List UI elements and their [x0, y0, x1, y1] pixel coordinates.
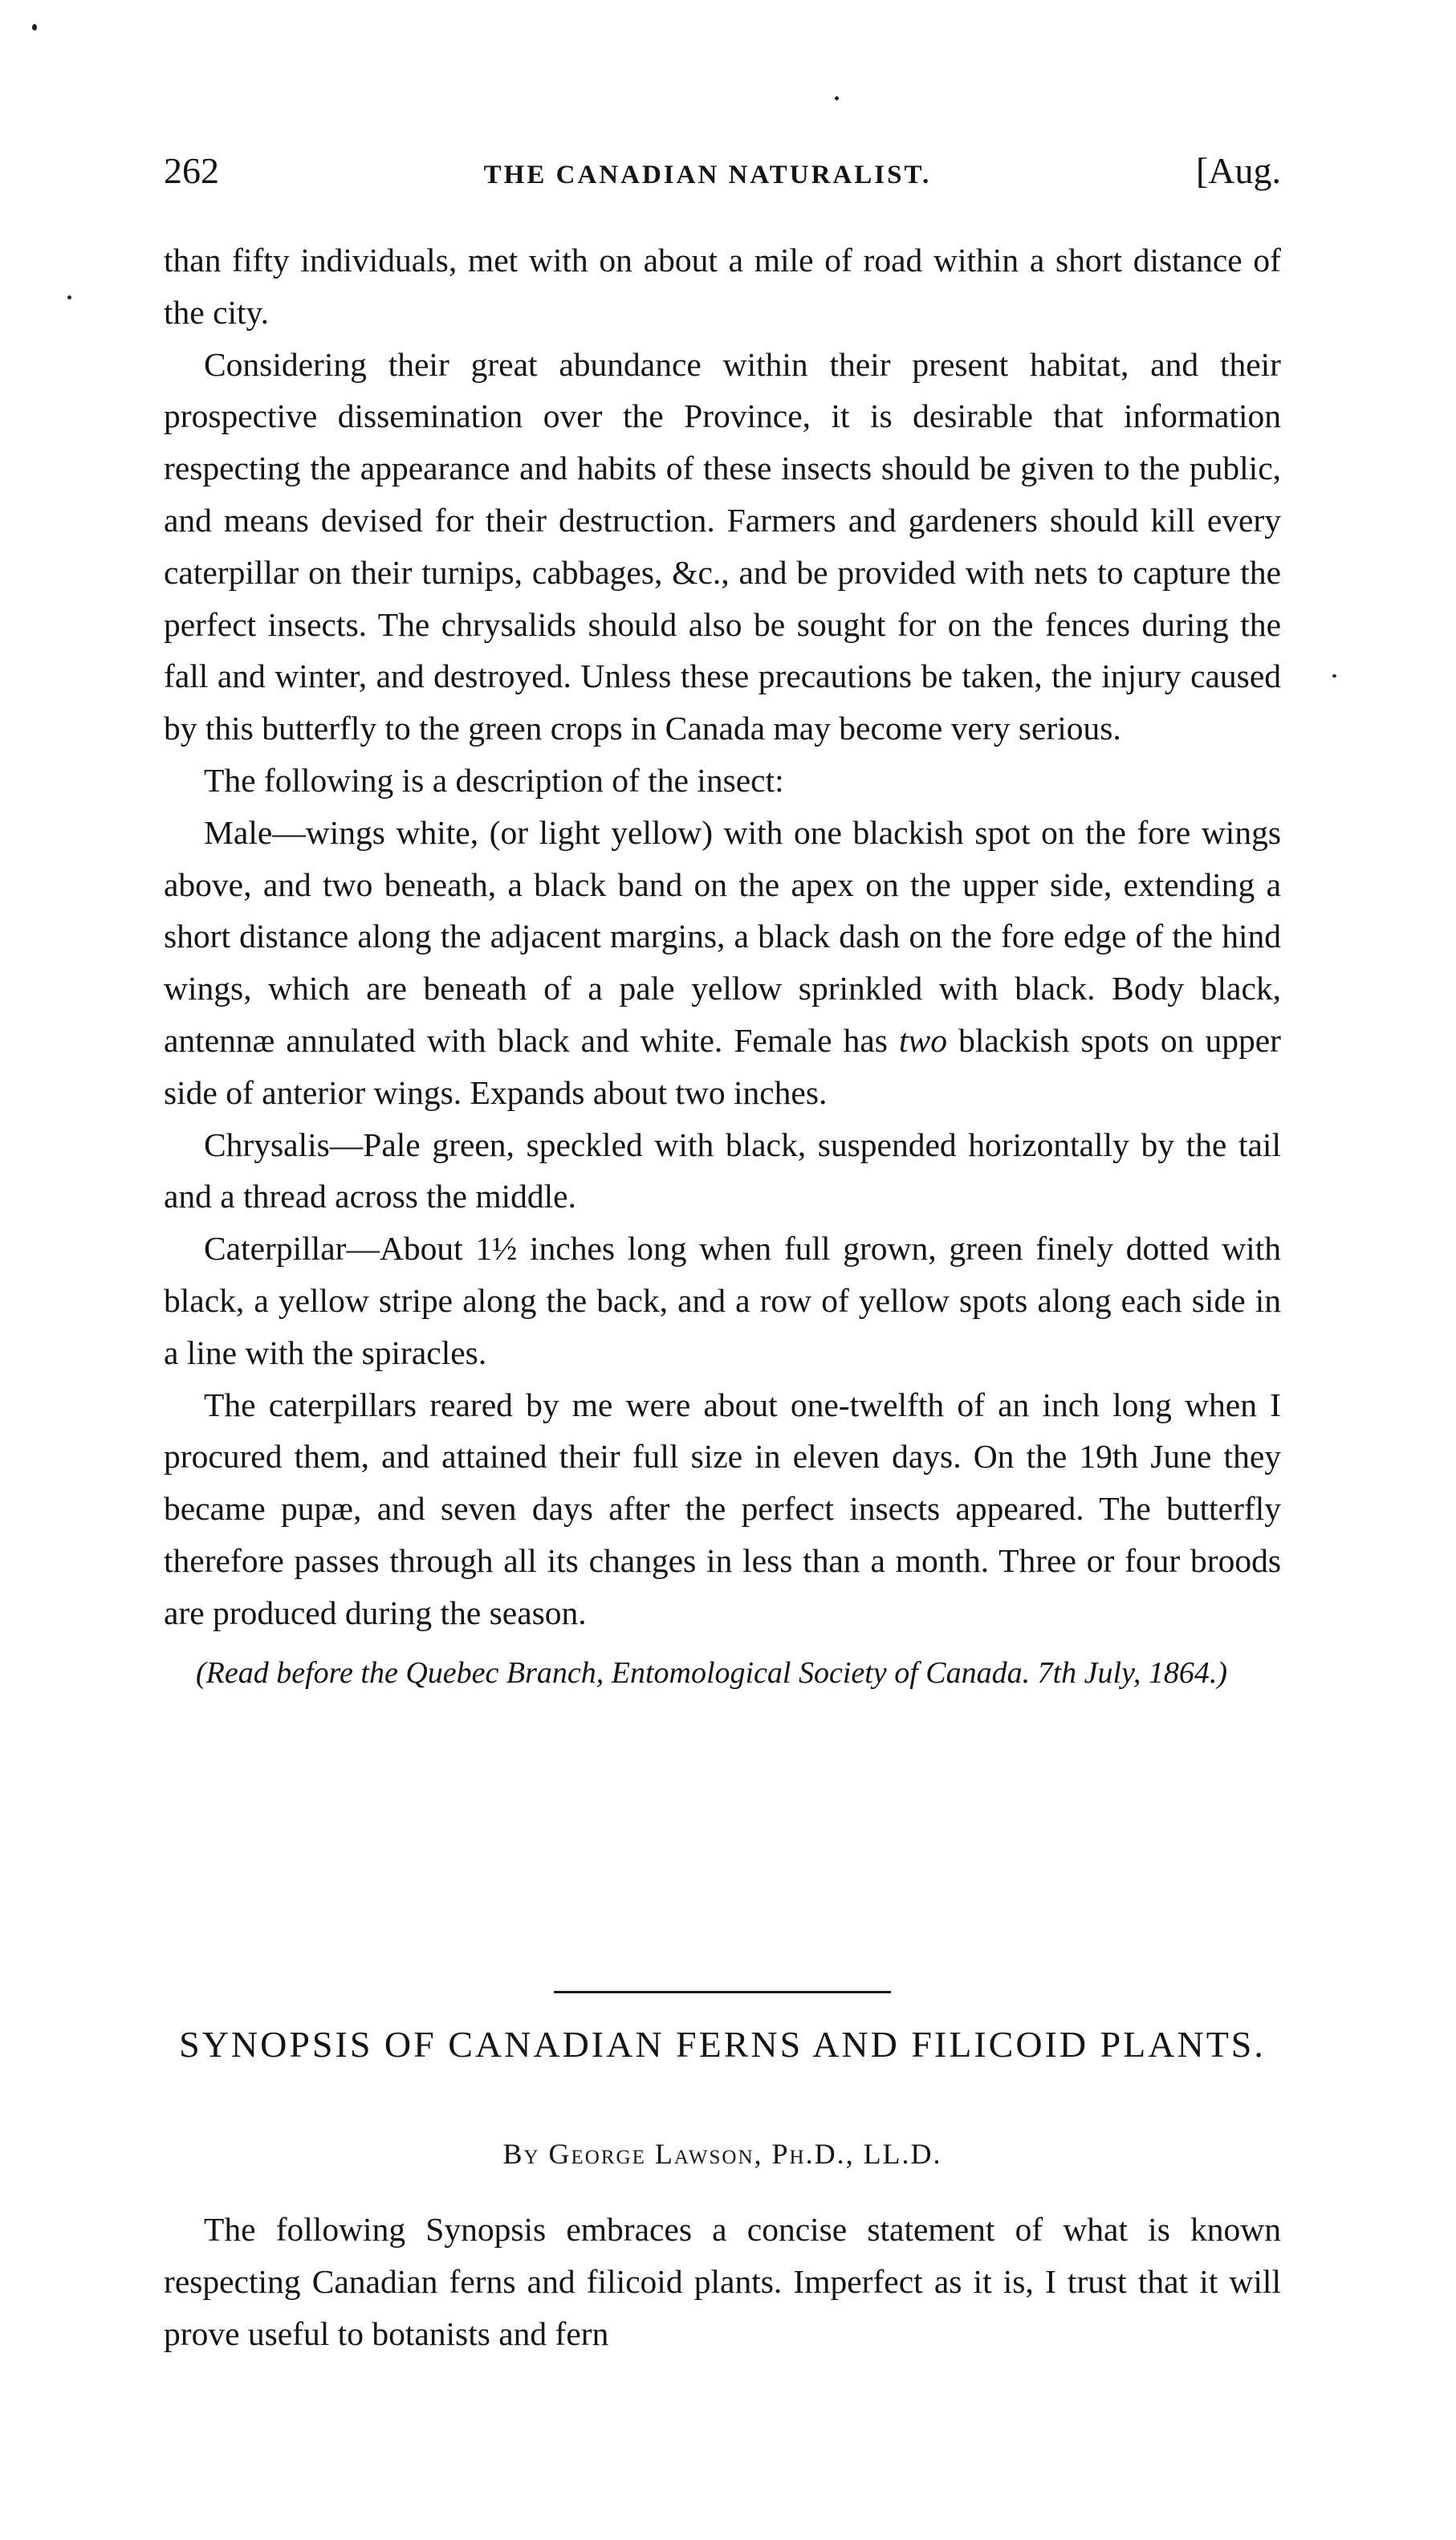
body-text: [164, 234, 1281, 1697]
article-title: SYNOPSIS OF CANADIAN FERNS AND FILICOID PLANTS.: [179, 2024, 1266, 2065]
section-divider: [554, 1991, 891, 1993]
paragraph-continuation: than fifty individuals, met with on about a mile of road within a short distance of the city.: [164, 242, 1281, 331]
print-speck: [32, 24, 37, 31]
issue-month: [Aug.: [1195, 150, 1281, 191]
paragraph-caterpillar: Caterpillar—About 1½ inches long when full grown, green finely dotted with black, a yellow stripe along the back, and a row of yellow spots along each side in a line with the spiracles.: [164, 1230, 1281, 1371]
paragraph-precautions: Considering their great abundance within their present habitat, and their prospective dissemination over the Province, it is desirable that information respecting the appearance and habits of these insects should be given to the public, and means devised for their destruction. Farmers and gardeners should kill every caterpillar on their turnips, cabbages, &c., and be provided with nets to capture the perfect insects. The chrysalids should also be sought for on the fences during the fall and winter, and destroyed. Unless these precautions be taken, the injury caused by this butterfly to the green crops in Canada may become very serious.: [164, 345, 1281, 747]
paragraph-description-intro: The following is a description of the insect:: [204, 761, 784, 799]
emphasis-two: two: [899, 1021, 947, 1059]
article-body: [164, 2204, 1281, 2359]
paragraph-life-cycle: The caterpillars reared by me were about one-twelfth of an inch long when I procured them, and attained their full size in eleven days. On the 19th June they became pupæ, and seven days after the perfect insects appeared. The butterfly therefore passes through all its changes in less than a month. Three or four broods are produced during the season.: [164, 1386, 1281, 1631]
print-speck: [835, 96, 839, 100]
paragraph-male-description: [164, 807, 1281, 1119]
male-description-text: Male—wings white, (or light yellow) with one blackish spot on the fore wings above, and two beneath, a black band on the apex on the upper side, extending a short distance along the adjacent margins, a black dash on the fore edge of the hind wings, which are beneath of a pale yellow sprinkled with black. Body black, antennæ annulated with black and white. Female has: [164, 813, 1281, 1059]
journal-title: THE CANADIAN NATURALIST.: [483, 161, 932, 189]
print-speck: [1332, 674, 1336, 678]
article-intro-paragraph: The following Synopsis embraces a concise statement of what is known respecting Canadian ferns and filicoid plants. Imperfect as it is, I trust that it will prove useful to botanists and fern: [164, 2211, 1281, 2352]
article-byline: By George Lawson, Ph.D., LL.D.: [502, 2138, 942, 2170]
paragraph-chrysalis: Chrysalis—Pale green, speckled with black, suspended horizontally by the tail and a thread across the middle.: [164, 1125, 1281, 1215]
print-speck: [67, 295, 71, 299]
male-description-tail: blackish spots on upper side of anterior wings. Expands about two inches.: [164, 1021, 1281, 1111]
running-head: [164, 149, 1281, 197]
reading-note: (Read before the Quebec Branch, Entomological Society of Canada. 7th July, 1864.): [196, 1655, 1228, 1690]
page-number: 262: [164, 150, 219, 191]
